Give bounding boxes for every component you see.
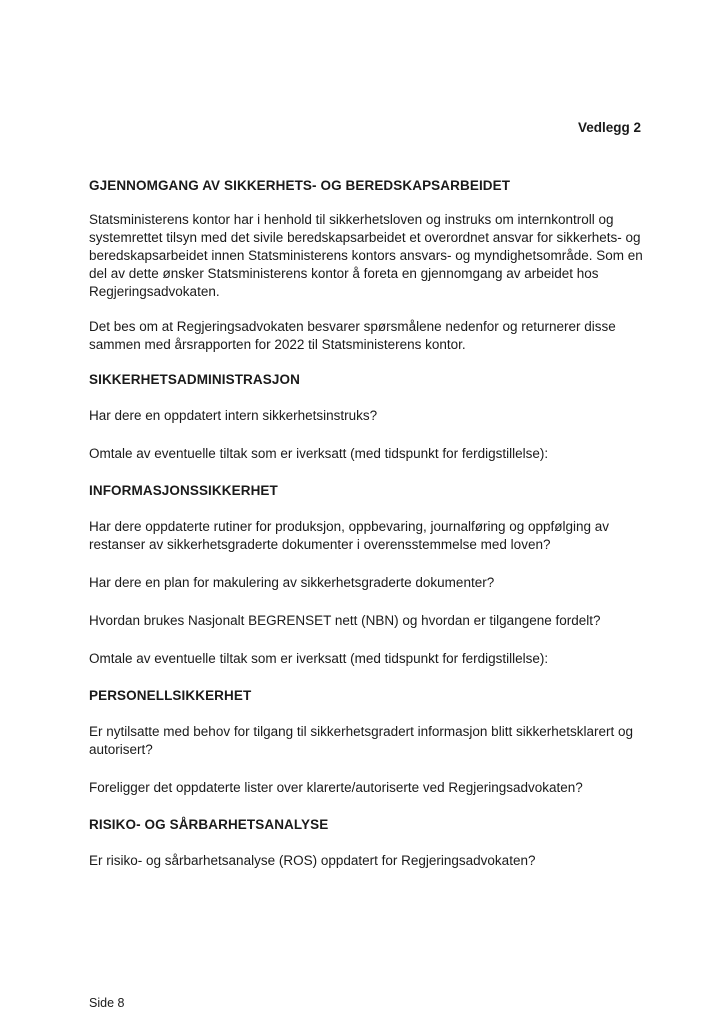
question: Er risiko- og sårbarhetsanalyse (ROS) oppdatert for Regjeringsadvokaten?	[89, 853, 536, 868]
question: Omtale av eventuelle tiltak som er iverksatt (med tidspunkt for ferdigstillelse):	[89, 446, 549, 461]
document-body	[89, 178, 649, 890]
question: Foreligger det oppdaterte lister over klarerte/autoriserte ved Regjeringsadvokaten?	[89, 780, 583, 795]
section-heading: RISIKO- OG SÅRBARHETSANALYSE	[89, 817, 329, 832]
section-risk-analysis	[89, 817, 649, 870]
question: Er nytilsatte med behov for tilgang til sikkerhetsgradert informasjon blitt sikkerhetsklarert og autorisert?	[89, 724, 633, 757]
question: Hvordan brukes Nasjonalt BEGRENSET nett (NBN) og hvordan er tilgangene fordelt?	[89, 613, 601, 628]
section-heading: PERSONELLSIKKERHET	[89, 688, 252, 703]
question: Har dere en plan for makulering av sikkerhetsgraderte dokumenter?	[89, 575, 495, 590]
section-information-security	[89, 483, 649, 668]
section-security-administration	[89, 372, 649, 463]
attachment-label: Vedlegg 2	[577, 120, 641, 135]
section-heading: INFORMASJONSSIKKERHET	[89, 483, 278, 498]
section-personnel-security	[89, 688, 649, 797]
question: Har dere oppdaterte rutiner for produksjon, oppbevaring, journalføring og oppfølging av restanser av sikkerhetsgraderte dokumenter i overensstemmelse med loven?	[89, 519, 610, 552]
intro-paragraph: Statsministerens kontor har i henhold til sikkerhetsloven og instruks om internkontroll og systemrettet tilsyn med det sivile beredskapsarbeidet et overordnet ansvar for sikkerhets- og beredskapsarbeidet innen Statsministerens kontors ansvars- og myndighetsområde. Som en del av dette ønsker Statsministerens kontor å foreta en gjennomgang av arbeidet hos Regjeringsadvokaten.	[89, 212, 643, 299]
page-number: Side 8	[89, 996, 125, 1010]
document-title: GJENNOMGANG AV SIKKERHETS- OG BEREDSKAPSARBEIDET	[89, 178, 511, 193]
question: Omtale av eventuelle tiltak som er iverksatt (med tidspunkt for ferdigstillelse):	[89, 651, 549, 666]
question: Har dere en oppdatert intern sikkerhetsinstruks?	[89, 408, 378, 423]
section-heading: SIKKERHETSADMINISTRASJON	[89, 372, 300, 387]
intro-paragraph: Det bes om at Regjeringsadvokaten besvarer spørsmålene nedenfor og returnerer disse sammen med årsrapporten for 2022 til Statsministerens kontor.	[89, 319, 616, 352]
